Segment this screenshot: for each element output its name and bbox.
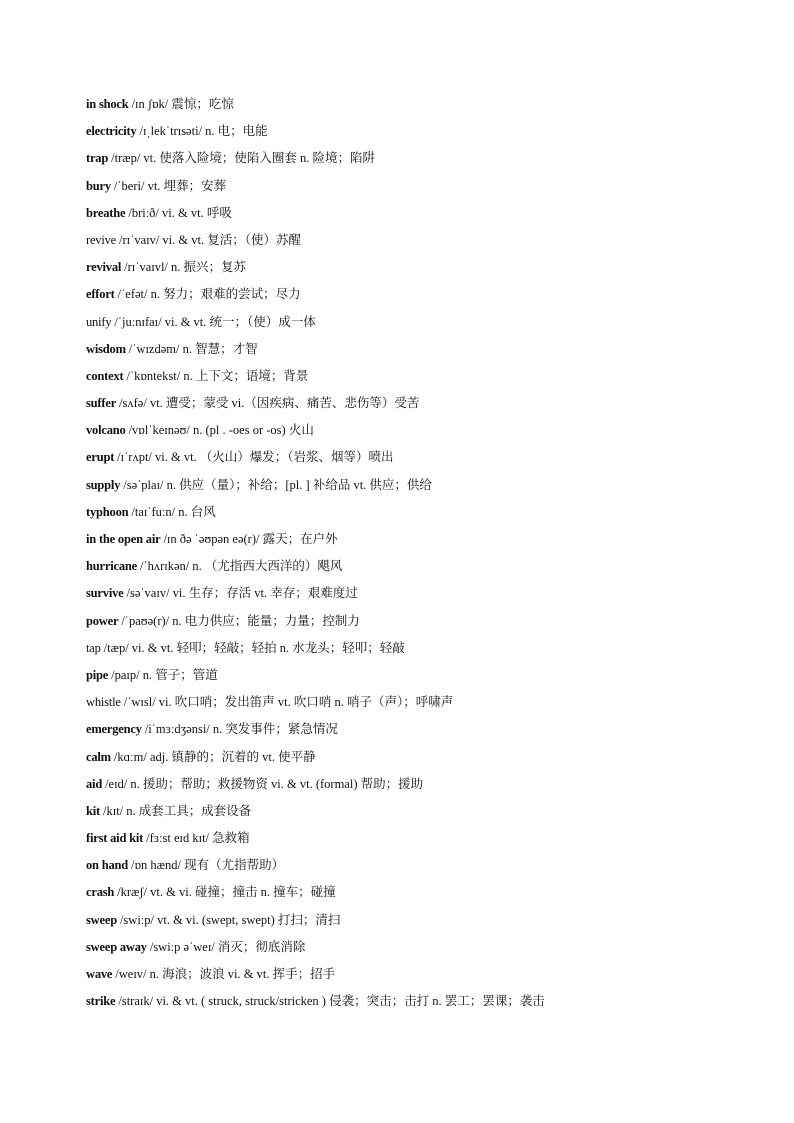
- vocab-definition: /ˈkɒntekst/ n. 上下文；语境；背景: [126, 368, 309, 383]
- vocab-entry: [86, 718, 776, 745]
- vocab-definition: /swiːp/ vt. & vi. (swept, swept) 打扫；清扫: [119, 912, 341, 927]
- vocab-word: suffer: [86, 396, 117, 411]
- vocab-definition: /ɪˌlekˈtrɪsəti/ n. 电；电能: [139, 124, 268, 139]
- vocab-word: in the open air: [86, 532, 161, 546]
- vocab-word: power: [86, 613, 119, 628]
- vocab-definition: /taɪˈfuːn/ n. 台风: [131, 504, 216, 519]
- vocab-word: hurricane: [86, 559, 137, 574]
- vocab-definition: /ɪn ʃɒk/ 震惊；吃惊: [131, 97, 234, 111]
- vocab-definition: /rɪˈvaɪvl/ n. 振兴；复苏: [124, 260, 247, 275]
- vocab-definition: /kɪt/ n. 成套工具；成套设备: [103, 803, 252, 818]
- vocabulary-list: [86, 93, 776, 1017]
- vocab-definition: /ˈhʌrɪkən/ n. （尤指西大西洋的）飓风: [139, 559, 343, 574]
- vocab-word: first aid kit: [86, 831, 144, 846]
- vocab-definition: /vɒlˈkeɪnəʊ/ n. (pl . -oes or -os) 火山: [128, 423, 314, 438]
- vocab-definition: /ˈjuːnɪfaɪ/ vi. & vt. 统一；（使）成一体: [114, 314, 316, 329]
- vocab-definition: /ˈefət/ n. 努力；艰难的尝试；尽力: [117, 287, 301, 302]
- vocab-definition: /eɪd/ n. 援助；帮助；救援物资 vi. & vt. (formal) 帮助；援助: [105, 776, 424, 791]
- vocab-entry: [86, 746, 776, 773]
- vocab-word: tap: [86, 640, 101, 655]
- vocab-definition: /səˈplaɪ/ n. 供应（量）；补给；[pl. ] 补给品 vt. 供应；供给: [123, 477, 432, 492]
- vocab-definition: /weɪv/ n. 海浪；波浪 vi. & vt. 挥手；招手: [115, 967, 336, 981]
- vocab-entry: [86, 93, 776, 120]
- vocab-word: in shock: [86, 97, 129, 111]
- vocab-word: crash: [86, 885, 115, 900]
- vocab-entry: [86, 528, 776, 555]
- vocab-word: bury: [86, 178, 111, 193]
- vocab-entry: [86, 501, 776, 528]
- vocab-word: effort: [86, 287, 115, 302]
- vocab-entry: [86, 229, 776, 256]
- vocab-word: sweep away: [86, 939, 147, 954]
- vocab-entry: [86, 555, 776, 582]
- vocab-definition: /ˈwɪzdəm/ n. 智慧；才智: [128, 341, 258, 356]
- vocab-word: breathe: [86, 205, 126, 220]
- vocab-entry: [86, 610, 776, 637]
- vocab-definition: /səˈvaɪv/ vi. 生存；存活 vt. 幸存；艰难度过: [126, 586, 358, 601]
- vocab-definition: /træp/ vt. 使落入险境；使陷入圈套 n. 险境；陷阱: [111, 151, 376, 166]
- vocab-definition: /kræʃ/ vt. & vi. 碰撞；撞击 n. 撞车；碰撞: [117, 885, 336, 900]
- vocab-word: strike: [86, 994, 116, 1009]
- vocab-word: calm: [86, 749, 111, 764]
- vocab-definition: /paɪp/ n. 管子；管道: [111, 667, 218, 682]
- vocab-entry: [86, 311, 776, 338]
- vocab-entry: [86, 283, 776, 310]
- vocab-definition: /ɪn ðə ˈəʊpən eə(r)/ 露天；在户外: [163, 532, 338, 546]
- vocab-entry: [86, 936, 776, 963]
- vocab-word: volcano: [86, 423, 126, 438]
- vocab-word: context: [86, 368, 124, 383]
- vocab-entry: [86, 909, 776, 936]
- vocab-definition: /ˈberi/ vt. 埋葬；安葬: [113, 178, 227, 193]
- vocab-entry: [86, 147, 776, 174]
- vocab-entry: [86, 664, 776, 691]
- vocab-entry: [86, 582, 776, 609]
- vocab-entry: [86, 990, 776, 1017]
- vocab-word: supply: [86, 477, 121, 492]
- vocab-word: unify: [86, 314, 112, 329]
- vocab-entry: [86, 773, 776, 800]
- vocab-definition: /ɪˈrʌpt/ vi. & vt. （火山）爆发；（岩浆、烟等）喷出: [117, 450, 394, 465]
- vocab-word: emergency: [86, 722, 142, 737]
- vocab-entry: [86, 202, 776, 229]
- vocab-word: aid: [86, 776, 103, 791]
- vocab-word: wisdom: [86, 341, 126, 356]
- vocab-entry: [86, 256, 776, 283]
- vocab-entry: [86, 175, 776, 202]
- vocab-entry: [86, 474, 776, 501]
- vocab-entry: [86, 800, 776, 827]
- vocab-word: wave: [86, 967, 113, 981]
- vocab-definition: /iˈmɜːdʒənsi/ n. 突发事件；紧急情况: [144, 722, 338, 737]
- vocab-word: whistle: [86, 695, 121, 710]
- vocab-word: revive: [86, 232, 117, 247]
- vocab-word: erupt: [86, 450, 115, 465]
- vocab-definition: /rɪˈvaɪv/ vi. & vt. 复活；（使）苏醒: [119, 232, 301, 247]
- vocab-entry: [86, 419, 776, 446]
- vocab-entry: [86, 691, 776, 718]
- vocab-definition: /swiːp əˈweɪ/ 消灭；彻底消除: [149, 939, 306, 954]
- vocab-entry: [86, 365, 776, 392]
- vocab-entry: [86, 827, 776, 854]
- vocab-entry: [86, 446, 776, 473]
- vocab-entry: [86, 637, 776, 664]
- vocab-definition: /straɪk/ vi. & vt. ( struck, struck/stricken ) 侵袭；突击；击打 n. 罢工；罢课；袭击: [118, 994, 545, 1009]
- vocab-word: trap: [86, 151, 109, 166]
- vocab-word: kit: [86, 803, 100, 818]
- vocab-entry: [86, 963, 776, 990]
- vocab-definition: /fɜːst eɪd kɪt/ 急救箱: [146, 831, 250, 846]
- vocab-word: survive: [86, 586, 124, 601]
- vocab-entry: [86, 120, 776, 147]
- vocab-word: on hand: [86, 858, 129, 873]
- vocab-word: revival: [86, 260, 122, 275]
- vocab-definition: /ˈpaʊə(r)/ n. 电力供应；能量；力量；控制力: [121, 613, 360, 628]
- vocab-entry: [86, 881, 776, 908]
- vocab-entry: [86, 338, 776, 365]
- vocab-word: typhoon: [86, 504, 129, 519]
- vocab-definition: /kɑːm/ adj. 镇静的；沉着的 vt. 使平静: [113, 749, 316, 764]
- vocab-definition: /sʌfə/ vt. 遭受；蒙受 vi.（因疾病、痛苦、悲伤等）受苦: [119, 396, 420, 411]
- vocab-entry: [86, 392, 776, 419]
- vocab-definition: /ɒn hænd/ 现有（尤指帮助）: [131, 858, 285, 873]
- vocab-definition: /tæp/ vi. & vt. 轻叩；轻敲；轻拍 n. 水龙头；轻叩；轻敲: [103, 640, 405, 655]
- vocab-word: pipe: [86, 667, 109, 682]
- vocab-definition: /ˈwɪsl/ vi. 吹口哨；发出笛声 vt. 吹口哨 n. 哨子（声）；呼啸声: [123, 695, 454, 710]
- vocab-word: sweep: [86, 912, 117, 927]
- vocab-word: electricity: [86, 124, 137, 139]
- vocab-definition: /briːð/ vi. & vt. 呼吸: [128, 205, 232, 220]
- vocab-entry: [86, 854, 776, 881]
